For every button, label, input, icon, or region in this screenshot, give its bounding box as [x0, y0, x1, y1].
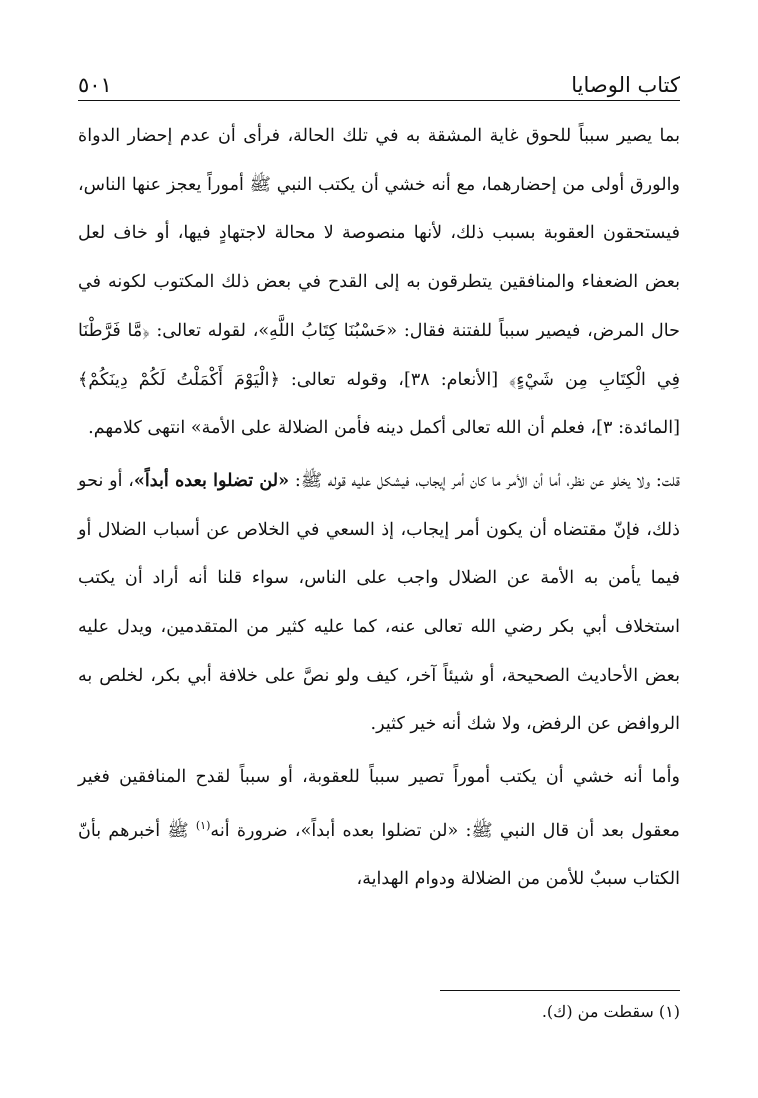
hadith-quote: حَسْبُنَا كِتَابُ اللَّهِ [269, 320, 387, 341]
text-segment: قلت: ولا يخلو عن نظر، أما أن الأمر ما كان أمر إيجاب، فيشكل عليه قوله ﷺ: [289, 470, 681, 491]
main-text [78, 112, 680, 904]
book-title: كتاب الوصايا [571, 73, 680, 97]
text-segment: بما يصير سبباً للحوق غاية المشقة به في تلك الحالة، فرأى أن عدم إحضار الدواة والورق أولى من إحضارهما، مع أنه خشي أن يكتب النبي ﷺ أموراً يعجز عنها الناس، فيستحقون العقوبة بسبب ذلك، لأنها منصوصة لا محالة لاجتهادٍ فيها، أو خاف لعل بعض الضعفاء والمنافقين يتطرقون به إلى القدح في بعض ذلك المكتوب لكونه في حال المرض، فيصير سبباً للفتنة فقال: « [78, 126, 680, 341]
text-segment: ﷺ أخبرهم بأنّ الكتاب سببٌ للأمن من الضلالة ودوام الهداية، [78, 820, 680, 890]
running-header [78, 62, 680, 101]
hadith-quote: «لن تضلوا بعده أبداً» [133, 469, 290, 491]
paragraph-2 [78, 457, 680, 749]
footnote-marker[interactable]: (١) [195, 818, 211, 832]
text-segment: وأما أنه خشي أن يكتب أموراً تصير سبباً للعقوبة، أو سبباً لقدح المنافقين فغير معقول بعد أن قال النبي ﷺ: «لن تضلوا بعده أبداً»، ضرورة أنه [78, 767, 680, 841]
text-segment: ، أو نحو ذلك، فإنّ مقتضاه أن يكون أمر إيجاب، إذ السعي في الخلاص عن أسباب الضلال أو فيما يأمن به الأمة عن الضلال واجب على الناس، سواء قلنا أنه أراد أن يكتب استخلاف أبي بكر رضي الله تعالى عنه، كما عليه كثير من المتقدمين، ويدل عليه بعض الأحاديث الصحيحة، أو شيئاً آخر، كيف ولو نصَّ على خلافة أبي بكر، لخلص به الروافض عن الرفض، ولا شك أنه خير كثير. [78, 470, 680, 735]
text-segment: ﴾ [الأنعام: ٣٨]، وقوله تعالى: ﴿ [269, 369, 517, 390]
paragraph-1 [78, 112, 680, 453]
page-number: ٥٠١ [78, 73, 112, 97]
text-segment: »، لقوله تعالى: ﴿ [142, 320, 270, 341]
paragraph-3 [78, 753, 680, 904]
text-segment: ﴾ [المائدة: ٣]، فعلم أن الله تعالى أكمل دينه فأمن الضلالة على الأمة» انتهى كلامهم. [78, 369, 680, 439]
quran-verse: الْيَوْمَ أَكْمَلْتُ لَكُمْ دِينَكُمْ [88, 369, 270, 390]
footnote: (١) سقطت من (ك). [541, 1002, 680, 1021]
footnote-separator [440, 990, 680, 991]
quran-verse: مَّا فَرَّطْنَا فِي الْكِتَابِ مِن شَيْءٍ [78, 320, 680, 390]
